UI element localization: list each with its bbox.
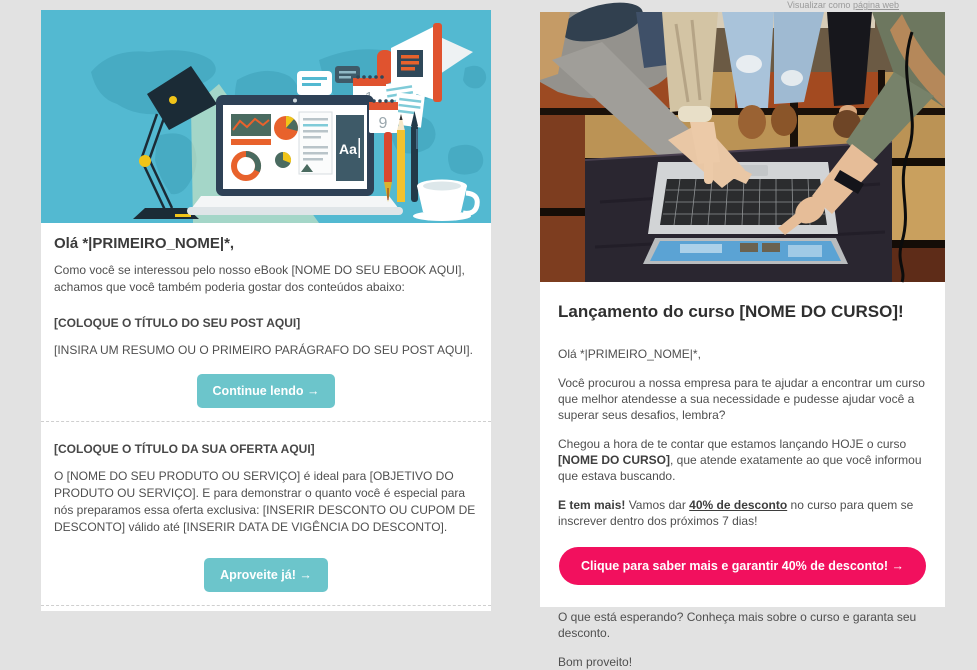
people-pointing-at-laptop-photo: [540, 12, 945, 282]
offer-title-placeholder: [COLOQUE O TÍTULO DA SUA OFERTA AQUI]: [54, 442, 315, 456]
svg-text:Aa: Aa: [339, 141, 357, 157]
boot: [771, 104, 797, 136]
right-email-paragraph-4: O que está esperando? Conheça mais sobre o curso e garanta seu desconto.: [558, 610, 917, 640]
dashed-divider: [41, 421, 491, 422]
post-title-placeholder: [COLOQUE O TÍTULO DO SEU POST AQUI]: [54, 316, 301, 330]
left-email-body: [41, 223, 491, 606]
right-email-paragraph-2: Chegou a hora de te contar que estamos lançando HOJE o curso [NOME DO CURSO], que atende exatamente ao que você informou que estava buscando.: [558, 437, 922, 483]
content-marketing-illustration: [41, 10, 491, 223]
boot: [738, 105, 766, 139]
offer-text-placeholder: O [NOME DO SEU PRODUTO OU SERVIÇO] é ideal para [OBJETIVO DO PRODUTO OU SERVIÇO]. E para demonstrar o quanto você é especial para nós preparamos essa oferta exclusiva: [INSERIR DESCONTO OU CUPOM DE DESCONTO] válido até [INSERIR DATA DE VIGÊNCIA DO DESCONTO].: [54, 469, 476, 534]
post-summary-placeholder: [INSIRA UM RESUMO OU O PRIMEIRO PARÁGRAFO DO SEU POST AQUI].: [54, 343, 473, 357]
left-email-intro: Como você se interessou pelo nosso eBook [NOME DO SEU EBOOK AQUI], achamos que você também poderia gostar dos conteúdos abaixo:: [54, 263, 465, 294]
cta-discount-button[interactable]: Clique para saber mais e garantir 40% de desconto! →: [559, 547, 926, 585]
dashed-divider: [41, 605, 491, 606]
right-email-body: [540, 302, 945, 670]
calendar-day-9: [369, 99, 398, 133]
left-email-greeting: Olá *|PRIMEIRO_NOME|*,: [54, 235, 235, 252]
laptop-document: [299, 112, 332, 174]
view-as-webpage-link[interactable]: página web: [852, 0, 899, 10]
right-email-heading: Lançamento do curso [NOME DO CURSO]!: [558, 302, 904, 321]
right-email-paragraph-3: E tem mais! Vamos dar 40% de desconto no curso para quem se inscrever dentro dos próximos 7 dias!: [558, 498, 914, 528]
view-as-webpage-text: Visualizar como: [787, 0, 853, 10]
claim-offer-button[interactable]: Aproveite já! →: [204, 558, 328, 592]
svg-text:9: 9: [378, 115, 388, 132]
right-email-template: [540, 12, 945, 669]
lamp-joint: [139, 155, 151, 167]
left-email-template: [41, 10, 491, 611]
right-email-paragraph-1: Você procurou a nossa empresa para te ajudar a encontrar um curso que melhor atendesse a sua necessidade e pudesse ajudar você a superar seus desafios, lembra?: [558, 376, 925, 422]
continue-reading-button[interactable]: Continue lendo →: [197, 374, 336, 408]
right-email-paragraph-5: Bom proveito!: [558, 655, 633, 669]
right-email-greeting: Olá *|PRIMEIRO_NOME|*,: [558, 347, 701, 361]
